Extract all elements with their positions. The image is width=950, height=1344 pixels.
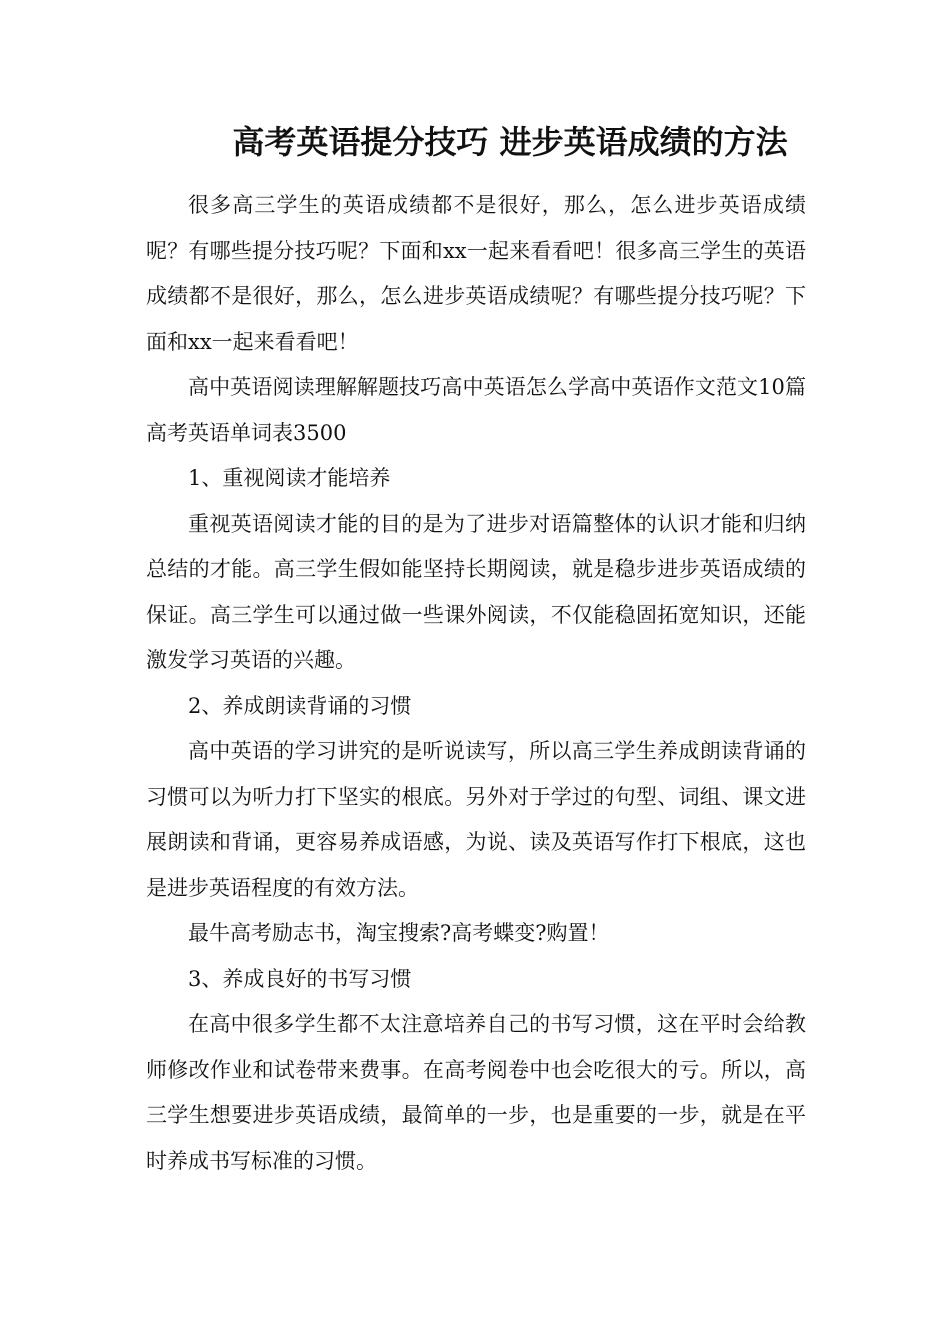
document-title: 高考英语提分技巧 进步英语成绩的方法 <box>232 123 788 161</box>
section-heading-1: 1、重视阅读才能培养 <box>188 466 391 490</box>
promo-paragraph: 最牛高考励志书，淘宝搜索?高考蝶变?购置！ <box>188 921 610 945</box>
section-heading-2: 2、养成朗读背诵的习惯 <box>188 693 412 718</box>
related-links-paragraph: 高中英语阅读理解解题技巧高中英语怎么学高中英语作文范文10篇高考英语单词表3500 <box>146 375 806 445</box>
section-paragraph-2: 高中英语的学习讲究的是听说读写，所以高三学生养成朗读背诵的习惯可以为听力打下坚实的根底。另外对于学过的句型、词组、课文进展朗读和背诵，更容易养成语感，为说、读及英语写作打下根底，这也是进步英语程度的有效方法。 <box>146 739 806 900</box>
section-paragraph-1: 重视英语阅读才能的目的是为了进步对语篇整体的认识才能和归纳总结的才能。高三学生假如能坚持长期阅读，就是稳步进步英语成绩的保证。高三学生可以通过做一些课外阅读，不仅能稳固拓宽知识，还能激发学习英语的兴趣。 <box>146 511 806 672</box>
document-body <box>146 183 806 1184</box>
section-paragraph-3: 在高中很多学生都不太注意培养自己的书写习惯，这在平时会给教师修改作业和试卷带来费事。在高考阅卷中也会吃很大的亏。所以，高三学生想要进步英语成绩，最简单的一步，也是重要的一步，就是在平时养成书写标准的习惯。 <box>146 1012 806 1173</box>
intro-paragraph: 很多高三学生的英语成绩都不是很好，那么，怎么进步英语成绩呢？有哪些提分技巧呢？下面和xx一起来看看吧！很多高三学生的英语成绩都不是很好，那么，怎么进步英语成绩呢？有哪些提分技巧呢？下面和xx一起来看看吧！ <box>146 193 806 354</box>
section-heading-3: 3、养成良好的书写习惯 <box>188 966 412 991</box>
